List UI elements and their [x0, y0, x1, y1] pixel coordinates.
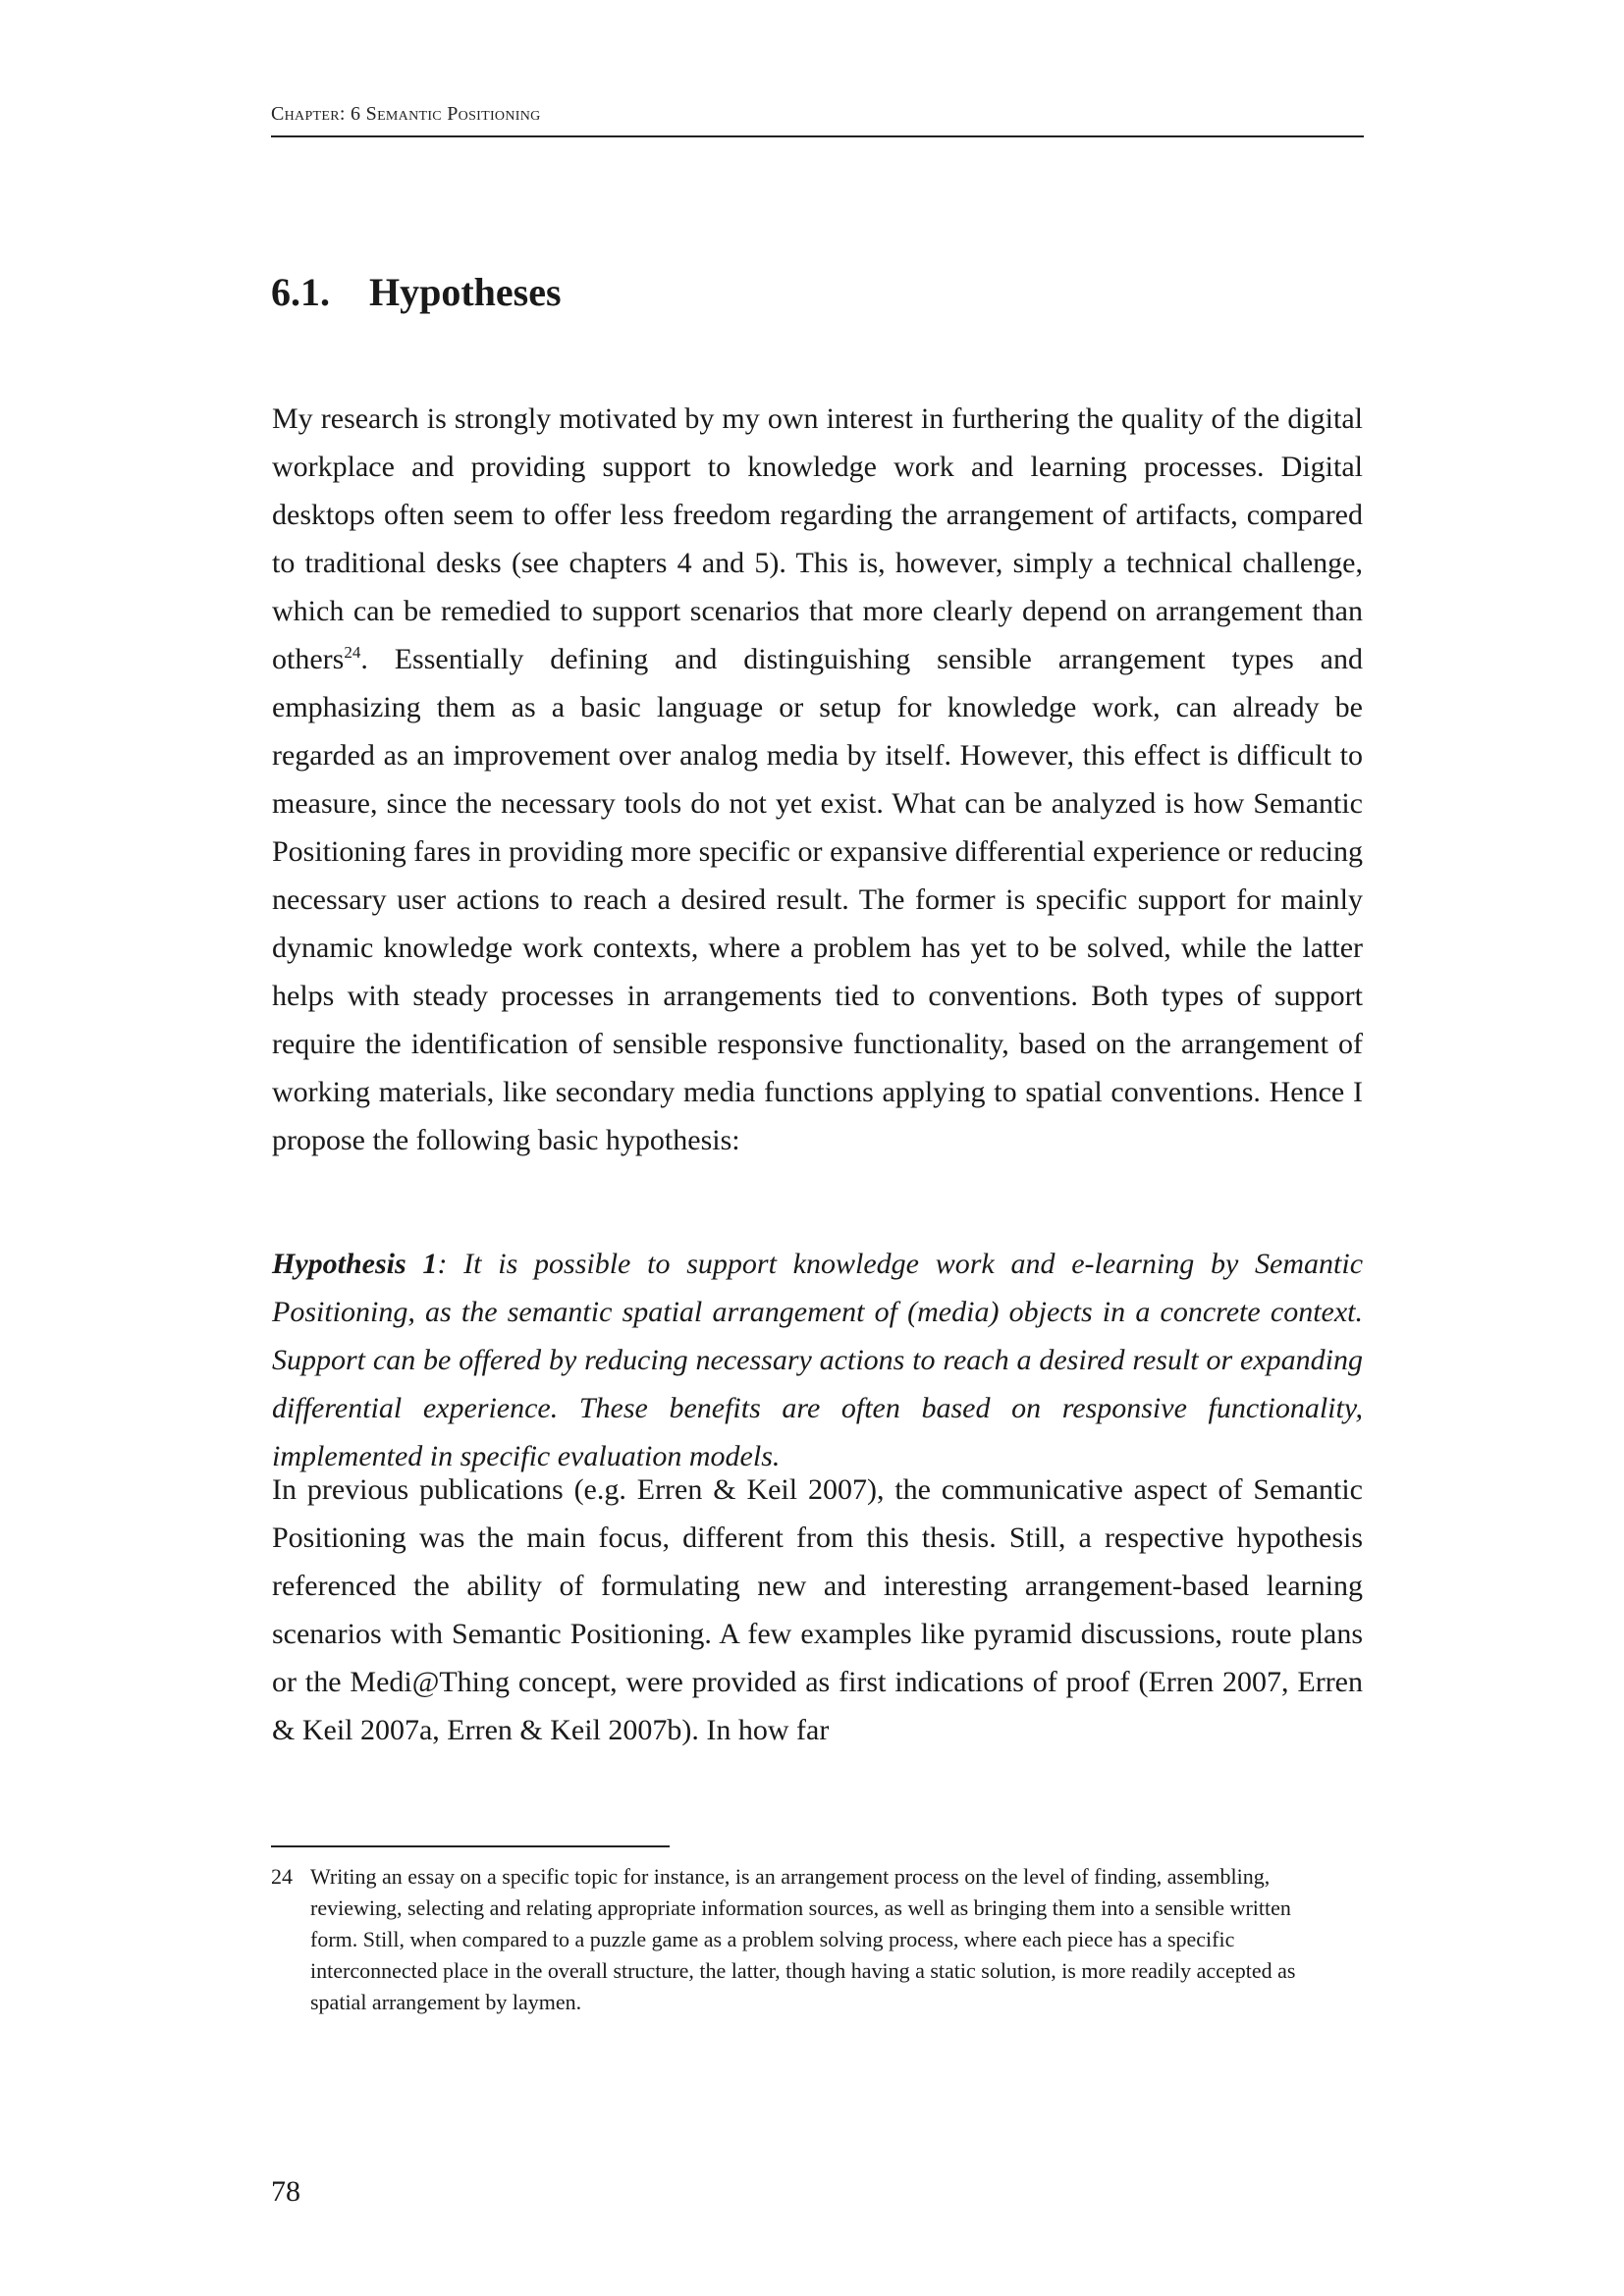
- paragraph-text: My research is strongly motivated by my own interest in furthering the quality of the digital workplace and providing support to knowledge work and learning processes. Digital desktops often seem to offer less freedom regarding the arrangement of artifacts, compared to traditional desks (see chapters 4 and 5). This is, however, simply a technical challenge, which can be remedied to support scenarios that more clearly depend on arrangement than others: [272, 402, 1363, 675]
- hypothesis-paragraph: [272, 1240, 1363, 1480]
- footnote-number: 24: [271, 1864, 293, 1889]
- hypothesis-label: Hypothesis 1: [272, 1248, 438, 1280]
- footnote-reference: 24: [344, 643, 361, 662]
- running-head: [271, 98, 1364, 137]
- footnote-divider: [271, 1845, 670, 1847]
- section-title: Hypotheses: [369, 270, 562, 314]
- footnote-text: Writing an essay on a specific topic for instance, is an arrangement process on the level of finding, assembling, reviewing, selecting and relating appropriate information sources, as well as bringing them into a sensible written form. Still, when compared to a puzzle game as a problem solving process, where each piece has a specific interconnected place in the overall structure, the latter, though having a static solution, is more readily accepted as spatial arrangement by laymen.: [310, 1864, 1296, 2014]
- footnote: [271, 1861, 1341, 2018]
- body-paragraph-2: In previous publications (e.g. Erren & Keil 2007), the communicative aspect of Semantic Positioning was the main focus, different from this thesis. Still, a respective hypothesis referenced the ability of formulating new and interesting arrangement-based learning scenarios with Semantic Positioning. A few examples like pyramid discussions, route plans or the Medi@Thing concept, were provided as first indications of proof (Erren 2007, Erren & Keil 2007a, Erren & Keil 2007b). In how far: [272, 1473, 1363, 1746]
- section-number: 6.1.: [271, 270, 330, 314]
- page-number: 78: [271, 2175, 300, 2208]
- paragraph-text: . Essentially defining and distinguishing sensible arrangement types and emphasizing them as a basic language or setup for knowledge work, can already be regarded as an improvement over analog media by itself. However, this effect is difficult to measure, since the necessary tools do not yet exist. What can be analyzed is how Semantic Positioning fares in providing more specific or expansive differential experience or reducing necessary user actions to reach a desired result. The former is specific support for mainly dynamic knowledge work contexts, where a problem has yet to be solved, while the latter helps with steady processes in arrangements tied to conventions. Both types of support require the identification of sensible responsive functionality, based on the arrangement of working materials, like secondary media functions applying to spatial conventions. Hence I propose the following basic hypothesis:: [272, 643, 1363, 1156]
- body-paragraph-1: [272, 395, 1363, 1164]
- section-heading: [271, 269, 562, 315]
- hypothesis-text: : It is possible to support knowledge work and e-learning by Semantic Positioning, as the semantic spatial arrangement of (media) objects in a concrete context. Support can be offered by reducing necessary actions to reach a desired result or expanding differential experience. These benefits are often based on responsive functionality, implemented in specific evaluation models.: [272, 1248, 1364, 1472]
- running-head-text: Chapter: 6 Semantic Positioning: [271, 103, 541, 125]
